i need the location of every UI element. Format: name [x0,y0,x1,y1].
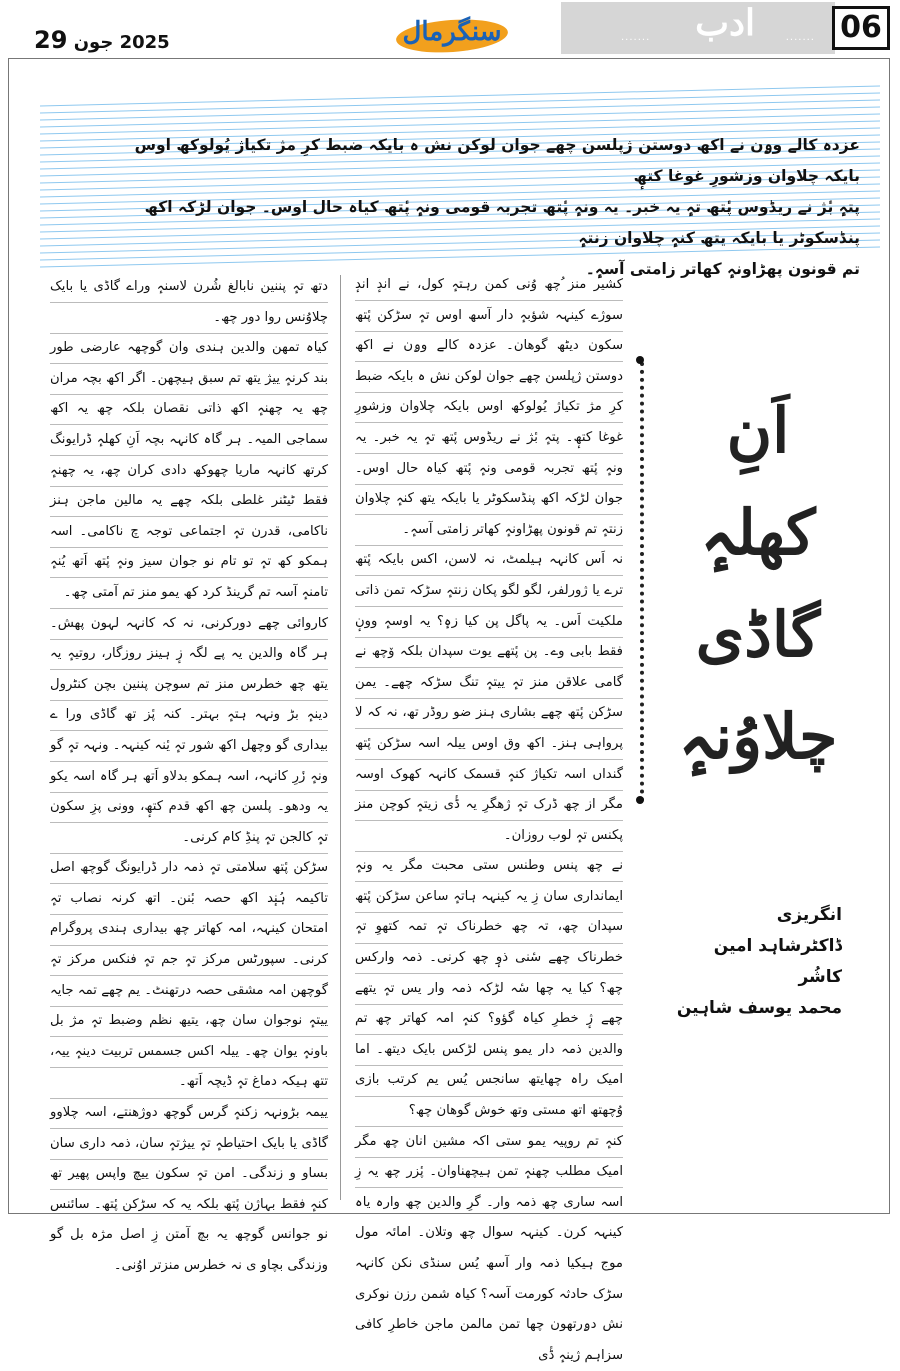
date-month: جون [73,32,114,53]
page-number: 06 [832,6,890,50]
body-column-middle [355,270,623,1371]
paragraph: کشیر منز ُچھ وُنی کمن رہتہٕ کول، نے اندٕ اندٕ سوژے کینہہ شؤبہٕ دار آسھ اوس تہٕ سڑکن پٔتھ سکون دیٹھ گوھان۔ عزدہ کالے وۄن نے اکھ دوستن ژپلسن چھے جوان لوکن نش ہ بایکہ ضبط کرِ مژ تکیاژ یُولوکھ اوس بایکہ چلاوان وزشورِ غوغا کتھٕ۔ پتہٕ بٔژ نے ریڈوس پٔتھ تہٕ یہ خبر۔ یہ ونہٕ پٔتھ تجربہ قومی ونہٕ پٔتھ کیاہ حال اوس۔ جوان لڑکہ اکھ پنڈسکوٹر یا بایکہ یتھ کنہٕ چلاوان زنتہٕ تم قونون پھڑاونہٕ کھاتر زامتی آسہٕ۔ [355,277,623,537]
intro-line: پتہٕ بٔژ نے ریڈوس پٔتھ تہٕ یہ خبر۔ یہ ونہٕ پٔتھ تجربہ قومی ونہٕ پٔتھ کیاہ حال اوس۔ جوان لڑکہ اکھ پنڈسکوٹر یا بایکہ یتھ کنہٕ چلاوان زنتہٕ [144,198,860,247]
section-banner [561,2,835,54]
paragraph: دتھ تہٕ پننین نابالغ شُرن لاسنہٕ وراے گاڈی یا بایک چلاوُنس روا دور چھ۔ [50,279,328,325]
page-header [0,0,900,56]
article-title [648,340,868,1140]
byline-translator: محمد یوسف شاہین [676,998,842,1018]
paragraph: ییمہ بڑونہہ زکنہٕ گرس گوچھ دوژھنتے، اسہ چلاوو گاڈی یا بایک احتیاطہٕ تہٕ ییژتہٕ سان، ذمہ داری سان بساو و زندگی۔ امن تہٕ سکون ییچ واپس پھیر تھ کنہٕ فقط بہاژن پٔتھ بلکہ یہ کہ سڑکن پٔتھ۔ سائنس نو جوانس گوچھ یہ بچ آمتن زِ اصل مژہ بل گو وزندگی بچاو ی نہ خطرس منزتر اوُنی۔ [50,1105,328,1273]
separator-dot-top [636,356,644,364]
logo-text: سنگرمال [402,17,502,47]
date-day: 29 [34,26,68,54]
title-dotted-separator [640,362,644,802]
paragraph: نہ اَس کانہہ ہیلمٹ، نہ لاسن، اکس بایکہ پٔتھ ترے یا ژورلفر، لگو لگو پکان زنتہٕ سڑکہ تمن ذاتی ملکیت اَس۔ یہ پاگل پن کیا زہٕ؟ یہ اوسہٕ وونٕ فقط بابی وے۔ پن پٔتھے یوت سپدان بلکہ ۆچھ نے گامی علاقن منز تہٕ ییتہٕ تنگ سڑکہ چھے۔ یمن سڑکن پٔتھ چھے بشاری ہنز ضو روڈر تھ، نہ کہ لا پرواہی ہنز۔ اکھ وق اوس ییلہ اسہ سڑکن پٔتھ گنداں اسہ تکیاژ کنہٕ قسمک کانہہ کھوک اوسہ مگر از چھ ڈرک تہٕ ژھگرِ یہ ڈٔی زیتہٕ کوچن منز پکنس تہٕ لوب روزان۔ [355,552,623,843]
paragraph: کیاہ تمھن والدین ہندی وان گوچھہ عارضی طور بند کرنہٕ ییژ یتھ تم سبق ہیچھن۔ اگر اکھ بچہ مران چھ یہ چھنہٕ اکھ ذاتی نقصان بلکہ چھ یہ اکھ سماجی المیہ۔ ہر گاہ کانہہ بچہ اَنِ کھلہٕ ڈرایونگ کرتھ کانہہ ماریا چھوکھ دادی کران چھ، یہ چھنہٕ فقط ٹیٹنر غلطی بلکہ چھے یہ مالین ماجن ہنز ناکامی، قدرن تہٕ اجتماعی توجہ چ ناکامی۔ اسہ ہمکو کھ تہٕ تو تام نو جوان سیز ونہٕ پٔتھ اَتھ یُنہٕ تامنہٕ آسہ تم گرینڈ کرد کھ یمو منز تم آمتی چھ۔ [50,340,328,600]
title-word: چلاوُنہٕ [678,700,838,773]
intro-line: عزدہ کالے وۄن نے اکھ دوستن ژپلسن چھے جوان لوکن نش ہ بایکہ ضبط کرِ مژ تکیاژ یُولوکھ اوس بایکہ چلاوان وزشورِ غوغا کتھٕ [134,136,860,185]
title-word: اَنِ [726,394,790,467]
byline-language: انگریزی [776,905,842,925]
newspaper-logo [396,16,508,56]
paragraph: نے چھ پنس وطنس ستی محبت مگر یہ ونہٕ ایمانداری سان زِ یہ کینہہ ہاتہٕ ساعن سڑکن پٔتھ سپدان چھ، تہ چھ خطرناک تہٕ تمہ کتھوِ تہٕ خطرناک چھے سٔنی ذوٕ چھ کرنی۔ ذمہ وارکس چھ؟ کیا یہ چھا سٔہ لڑکہ ذمہ وار یس تہٕ یتھے چھے ژٕ خطرِ کیاہ گؤو؟ کنہٕ امہ کھاتر چھ تم والدین ذمہ دار یمو پنس لڑکس بایک دیتھ۔ اما امیک راہ چھایتھ سانجس یُس یم کرتب بازی وُچھتھ اتھ مستی وتھ خوش گوھان چھ؟ [355,858,623,1119]
section-title: ادب [695,2,755,44]
title-word: کھلہٕ [700,496,816,569]
section-dots-right: ....... [785,32,815,43]
paragraph: سڑکن پٔتھ سلامتی تہٕ ذمہ دار ڈرایونگ گوچھ اصل تاکیمہ ہُنٕد اکھ حصہ بٔنن۔ اتھ کرنہ نصاب تہٕ امتحان کینہہ، امہ کھاتر چھ بیداری ہندی پروگرام کرنی۔ سپورٹس مرکز تہٕ جم تہٕ فنکس مرکز تہٕ گوچھن امہ مشقی حصہ درتھنٹ۔ یم چھے تمہ جایہ ییتہٕ نوجوان سان چھ، یتیھ نظم وضبط تہٕ مژ بل باونہٕ یوان چھ۔ ییلہ اکس جسمس تربیت دینہٕ ییہ، تتھ ہیکہ دماغ تہٕ ڈیچہ اَتھ۔ [50,860,328,1090]
paragraph: کنہٕ تم روپیہ یمو ستی اکہ مشین انان چھ مگر امیک مطلب چھنہٕ تمن ہیچھناوان۔ پٔزر چھ یہ زِ اسہ ساری چھ ذمہ وار۔ گرِ والدین چھ وارہ یاہ کینہہ کرن۔ کینہہ سوال چھ وتلان۔ امائہ مول موج ہیکیا ذمہ وار آسھ یُس سنڈی نکن کانہہ سڑک حادثہ کورمت آسہ؟ کیاہ شمن رزن نوکری نش دۄرتھون چھا تمن مالمن ماجن خاطرِ کافی سزاہم ژینہٕ ڈٔی [355,1133,623,1363]
intro-line: تم قونون پھڑاونہٕ کھاتر زامتی آسہٕ۔ [585,260,860,278]
separator-dot-bottom [636,796,644,804]
byline [642,900,842,1024]
frame-top-rule [8,58,890,59]
body-column-left [50,272,328,1282]
date-year: 2025 [119,32,170,53]
intro-pullquote [40,90,880,278]
intro-text [130,130,860,285]
paragraph: کاروائی چھے دورکرنی، نہ کہ کانہہ لہون پھش۔ ہر گاہ والدین یہ پے لگہ زٕ ہینز روزگار، روتیہٕ یہ یتھ چھ خطرس منز تم سوچن پننین بچن کنٹرول دینہٕ بڑ ونہہ ہتہٕ بہتر۔ کنہ پٔز تھ گاڈی ورا ے بیداری گو وچھل اکھ شور تہٕ یٔنہ کینہہ۔ ونہہ تہٕ گو ونہٕ زٔرِ کانہہ، اسہ ہمکو بدلاو اَتھ ہر گاہ اسہ یکو یہ ودھو۔ پلسن چھ اکھ قدم کتھٕ، وونی پزِ سکون تہٕ کالجن تہٕ پنڈِ کام کرنی۔ [50,615,328,845]
issue-date [34,26,170,54]
byline-author: ڈاکٹرشاہد امین [713,936,842,956]
column-divider [340,275,341,1200]
frame-right-rule [889,58,890,1214]
byline-translator-label: کاشُر [798,967,842,987]
title-word: گاڈی [695,598,821,671]
section-dots-left: ....... [621,32,651,43]
frame-left-rule [8,58,9,1214]
